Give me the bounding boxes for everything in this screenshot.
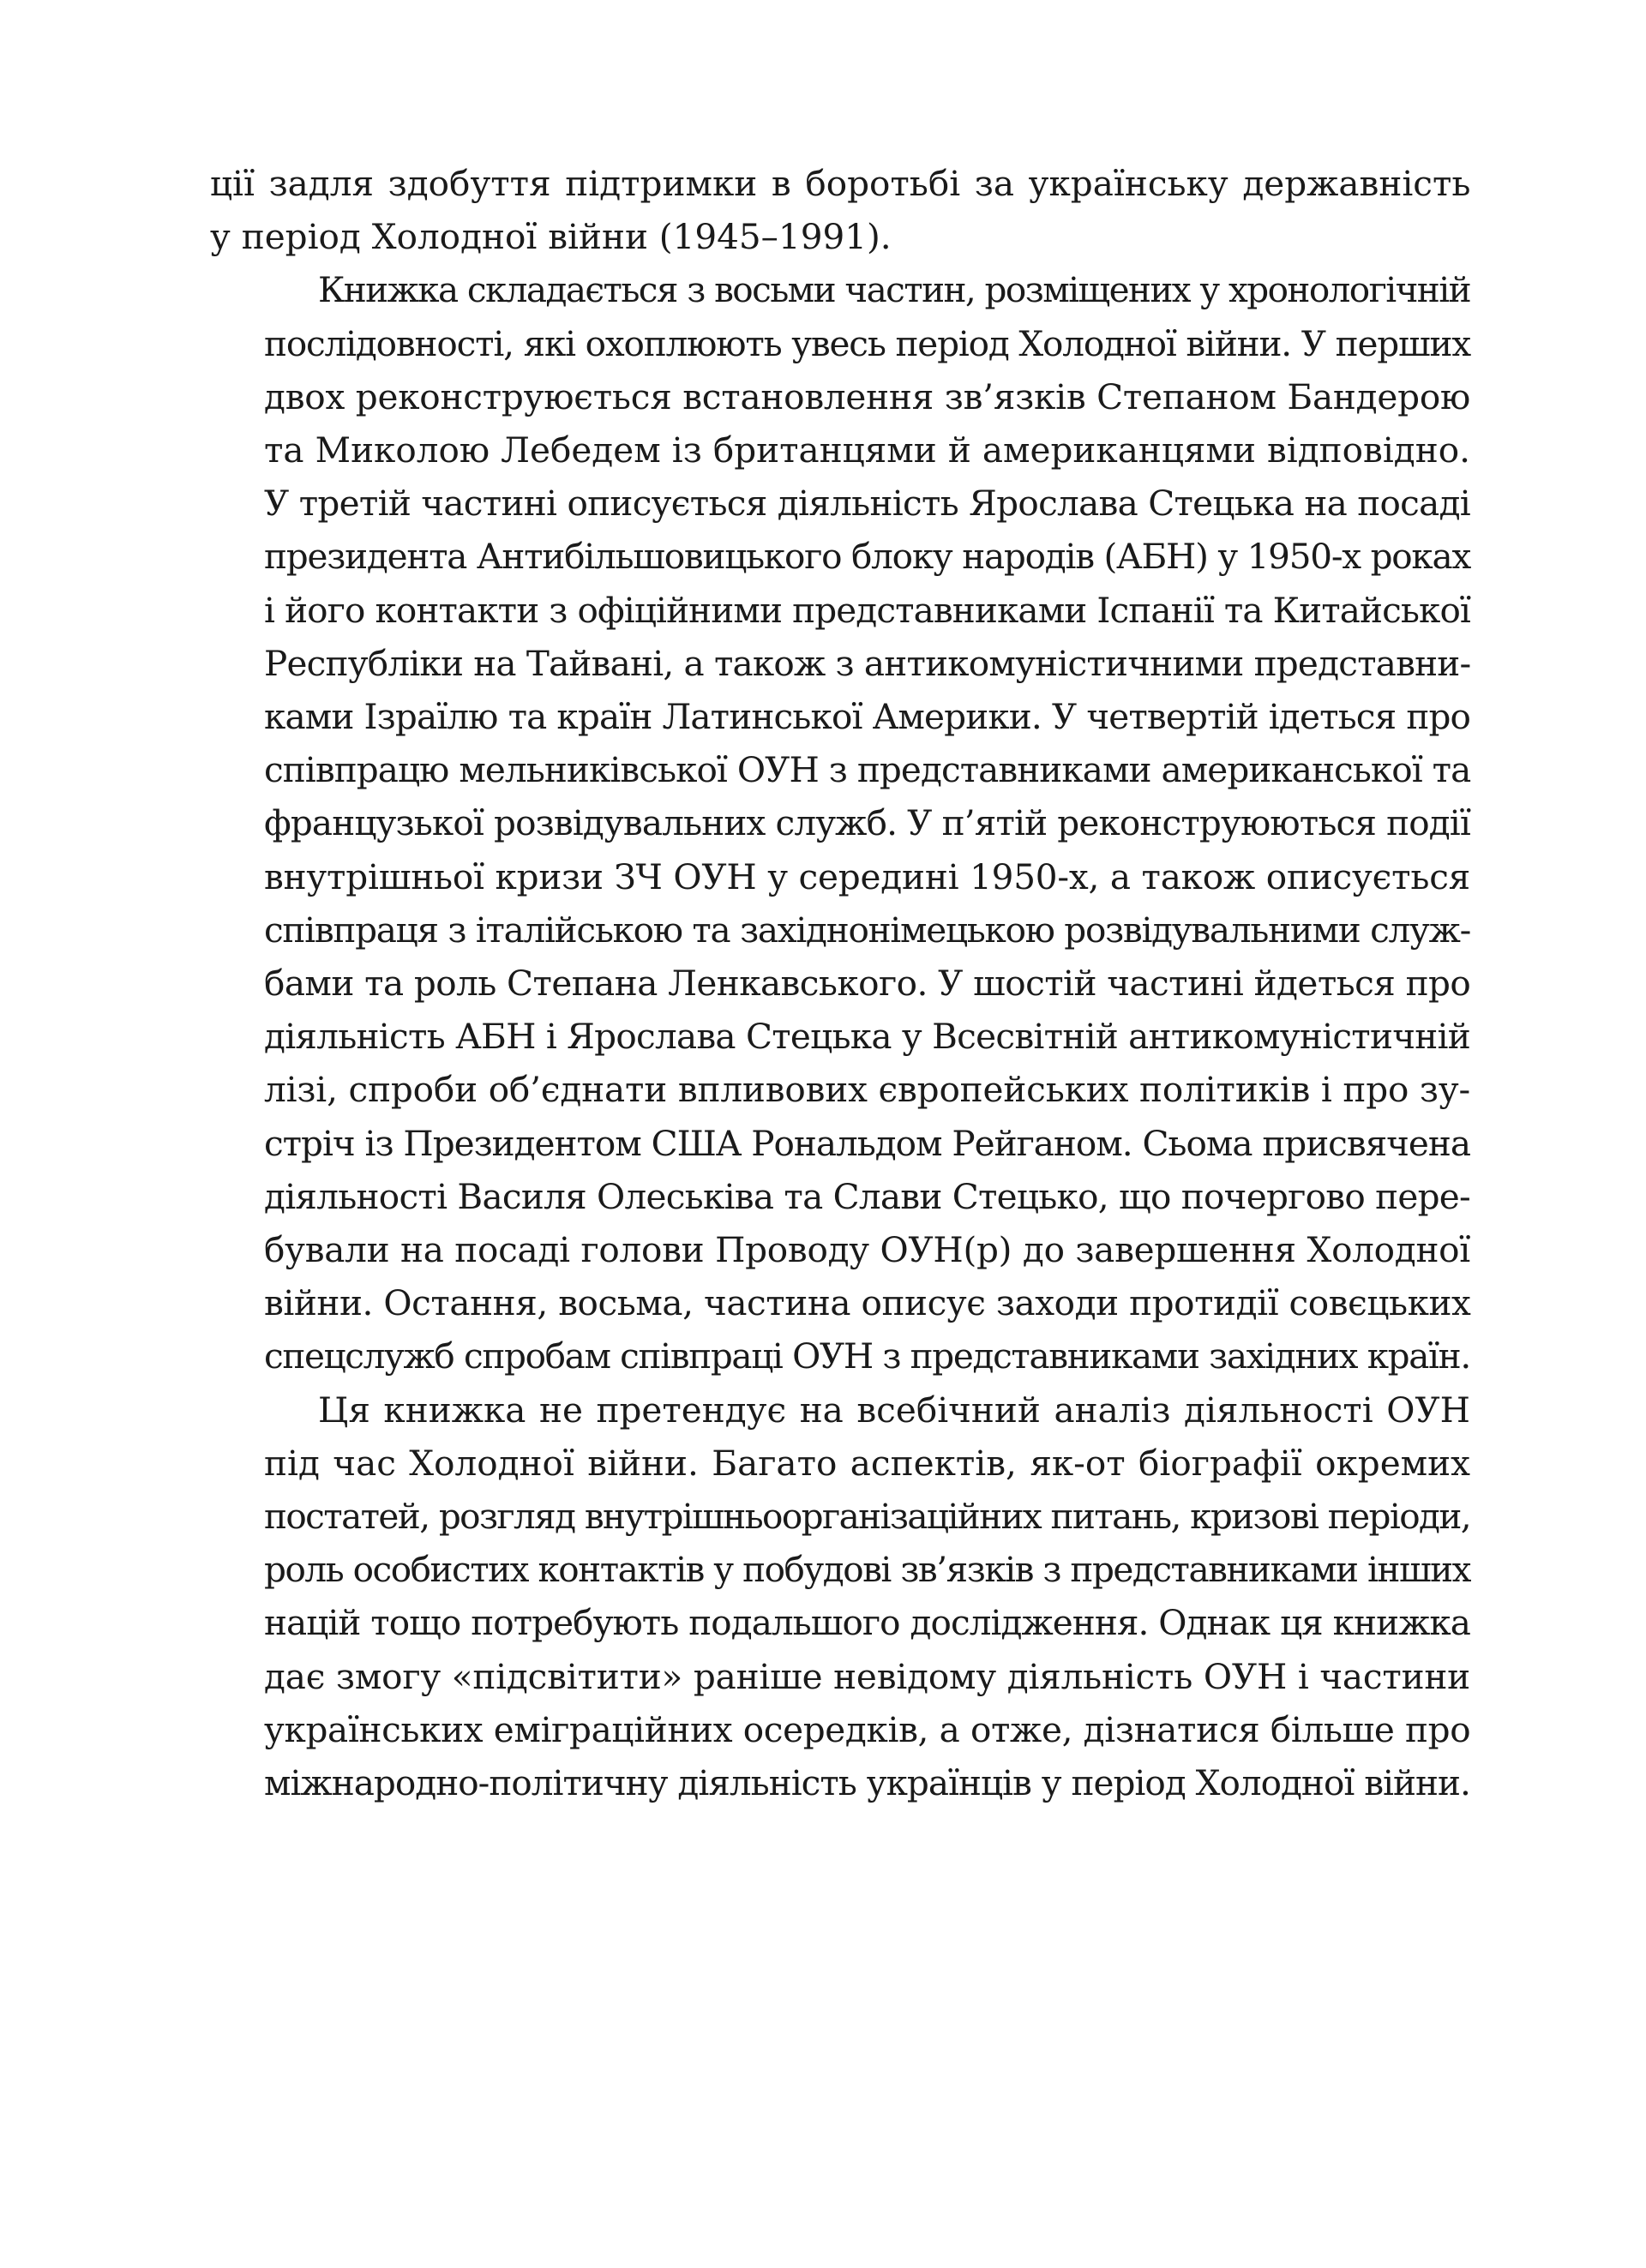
paragraph [210, 157, 1470, 263]
text-line: бами та роль Степана Ленкавського. У шостій частині йдеться про [264, 963, 1471, 1005]
text-line: і його контакти з офіційними представниками Іспанії та Китайської [264, 589, 1470, 631]
text-line: У третій частині описується діяльність Ярослава Стецька на посаді [264, 483, 1471, 525]
body-text [210, 157, 1470, 1809]
text-line: діяльності Василя Олеськіва та Слави Стецько, що почергово пере- [264, 1175, 1470, 1217]
text-line: міжнародно-політичну діяльність українців у період Холодної війни. [264, 1762, 1470, 1804]
text-line: спецслужб спробам співпраці ОУН з представниками західних країн. [264, 1335, 1470, 1377]
text-line: роль особистих контактів у побудові зв’язків з представниками інших [264, 1549, 1470, 1591]
text-line: та Миколою Лебедем із британцями й американцями відповідно. [264, 429, 1470, 471]
paragraph [210, 1383, 1470, 1810]
text-line: діяльність АБН і Ярослава Стецька у Всесвітній антикомуністичній [264, 1016, 1470, 1058]
text-line: лізі, спроби об’єднати впливових європейських політиків і про зу- [264, 1069, 1471, 1111]
text-line: дає змогу «підсвітити» раніше невідому діяльність ОУН і частини [264, 1655, 1470, 1697]
text-line: Ця книжка не претендує на всебічний аналіз діяльності ОУН [318, 1389, 1470, 1431]
text-line: двох реконструюється встановлення зв’язків Степаном Бандерою [264, 375, 1471, 417]
text-line: українських еміграційних осередків, а отже, дізнатися більше про [264, 1708, 1471, 1750]
text-line: ції задля здобуття підтримки в боротьбі за українську державність [210, 163, 1471, 204]
text-line: у період Холодної війни (1945–1991). [210, 216, 892, 258]
text-line: ками Ізраїлю та країн Латинської Америки. У четвертій ідеться про [264, 696, 1471, 738]
text-line: Книжка складається з восьми частин, розміщених у хронологічній [318, 269, 1470, 311]
text-line: внутрішньої кризи ЗЧ ОУН у середині 1950-х, а також описується [264, 855, 1471, 897]
text-line: французької розвідувальних служб. У п’ятій реконструюються події [264, 802, 1470, 844]
text-line: стріч із Президентом США Рональдом Рейганом. Сьома присвячена [264, 1122, 1470, 1164]
text-line: Республіки на Тайвані, а також з антикомуністичними представни- [264, 642, 1471, 684]
text-line: президента Антибільшовицького блоку народів (АБН) у 1950-х роках [264, 536, 1471, 578]
text-line: послідовності, які охоплюють увесь період Холодної війни. У перших [264, 322, 1470, 364]
text-line: постатей, розгляд внутрішньоорганізаційних питань, кризові періоди, [264, 1496, 1470, 1538]
text-line: співпрацю мельниківської ОУН з представниками американської та [264, 749, 1471, 791]
text-line: націй тощо потребують подальшого дослідження. Однак ця книжка [264, 1602, 1470, 1644]
text-line: війни. Остання, восьма, частина описує заходи протидії совєцьких [264, 1282, 1471, 1324]
text-line: співпраця з італійською та західнонімецькою розвідувальними служ- [264, 909, 1470, 951]
text-line: бували на посаді голови Проводу ОУН(р) до завершення Холодної [264, 1229, 1470, 1271]
text-line: під час Холодної війни. Багато аспектів, як-от біографії окремих [264, 1442, 1470, 1484]
paragraph [210, 263, 1470, 1383]
